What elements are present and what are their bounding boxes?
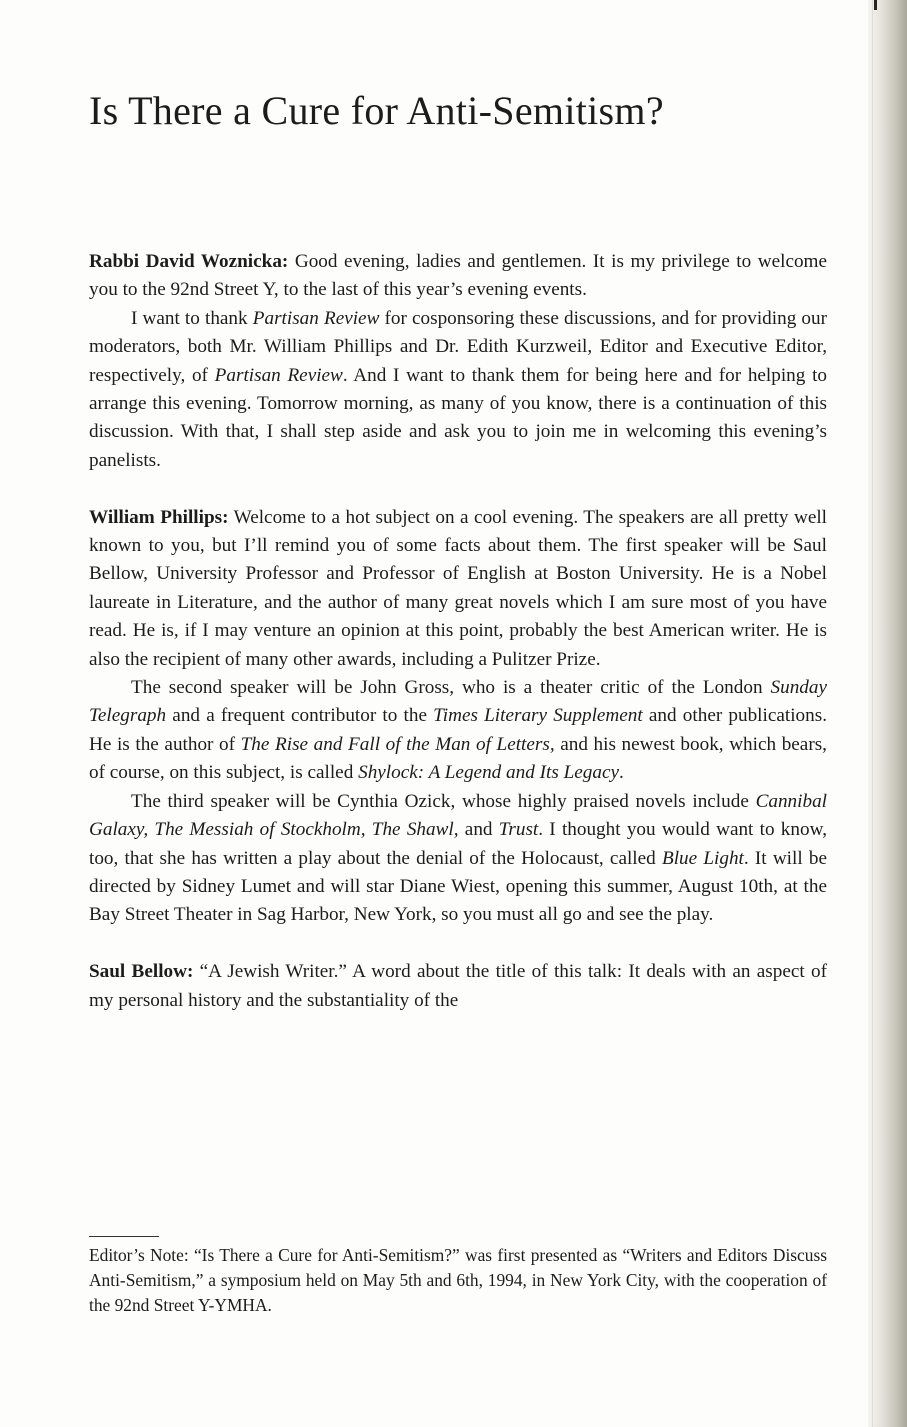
speaker-name: Rabbi David Woznicka: (89, 251, 289, 272)
italic-title: Blue Light (661, 847, 744, 869)
italic-title: Partisan Review (214, 364, 343, 386)
italic-title: Trust (498, 819, 539, 841)
speaker-name: William Phillips: (89, 506, 229, 528)
speaker-name: Saul Bellow: (89, 961, 194, 983)
transcript-body (89, 248, 827, 1015)
speaker-paragraph (89, 504, 827, 674)
book-binding-edge (868, 0, 907, 1427)
text-run: . And I want to thank them for being here and for helping to arrange this evening. Tomorrow morning, as many of you know, there is a continuation of this discussion. With that, I shall step aside and ask you to join me in welcoming this evening’s panelists. (89, 364, 827, 471)
paragraph (89, 305, 827, 475)
italic-title: Times Literary Supplement (433, 705, 643, 727)
binding-mark (874, 0, 877, 10)
footnote-divider (89, 1236, 159, 1237)
italic-title: Shylock: A Legend and Its Legacy (358, 762, 620, 784)
text-run: Good evening, ladies and gentlemen. It is my privilege to welcome you to the 92nd Street Y, to the last of this year’s evening events. (89, 251, 828, 301)
text-run: I want to thank (131, 307, 253, 329)
text-run: . I thought you would want to know, too, that she has written a play about the denial of the Holocaust, called (89, 819, 827, 869)
italic-title: Cannibal Galaxy, The Messiah of Stockholm, The Shawl, (89, 790, 827, 841)
italic-title: Sunday Telegraph (89, 677, 827, 727)
text-run: “A Jewish Writer.” A word about the title of this talk: It deals with an aspect of my personal history and the substantiality of the (89, 961, 827, 1011)
text-run: Welcome to a hot subject on a cool evening. The speakers are all pretty well known to you, but I’ll remind you of some facts about them. The first speaker will be Saul Bellow, University Professor and Professor of English at Boston University. He is a Nobel laureate in Literature, and the author of many great novels which I am sure most of you have read. He is, if I may venture an opinion at this point, probably the best American writer. He is also the recipient of many other awards, including a Pulitzer Prize. (89, 506, 828, 670)
italic-title: The Rise and Fall of the Man of Letters, (240, 733, 555, 755)
speaker-paragraph (89, 958, 827, 1015)
text-run: and his newest book, which bears, of course, on this subject, is called (89, 733, 827, 784)
text-run: and other publications. He is the author of (89, 705, 827, 755)
text-run: The third speaker will be Cynthia Ozick, whose highly praised novels include (131, 790, 756, 812)
text-run: . (619, 762, 624, 784)
paragraph (89, 674, 827, 788)
page-title: Is There a Cure for Anti-Semitism? (89, 88, 664, 133)
editors-note-footnote: Editor’s Note: “Is There a Cure for Anti-Semitism?” was first presented as “Writers and Editors Discuss Anti-Semitism,” a symposium held on May 5th and 6th, 1994, in New York City, with the cooperation of the 92nd Street Y-YMHA. (89, 1245, 827, 1315)
italic-title: Partisan Review (252, 307, 380, 329)
speaker-paragraph (89, 248, 827, 305)
text-run: . It will be directed by Sidney Lumet and will star Diane Wiest, opening this summer, August 10th, at the Bay Street Theater in Sag Harbor, New York, so you must all go and see the play. (89, 847, 828, 926)
text-run: for cosponsoring these discussions, and for providing our moderators, both Mr. William Phillips and Dr. Edith Kurzweil, Editor and Executive Editor, respectively, of (89, 307, 827, 386)
text-run: and (458, 819, 499, 841)
paragraph (89, 788, 827, 930)
text-run: and a frequent contributor to the (166, 705, 434, 727)
text-run: The second speaker will be John Gross, who is a theater critic of the London (131, 677, 771, 699)
